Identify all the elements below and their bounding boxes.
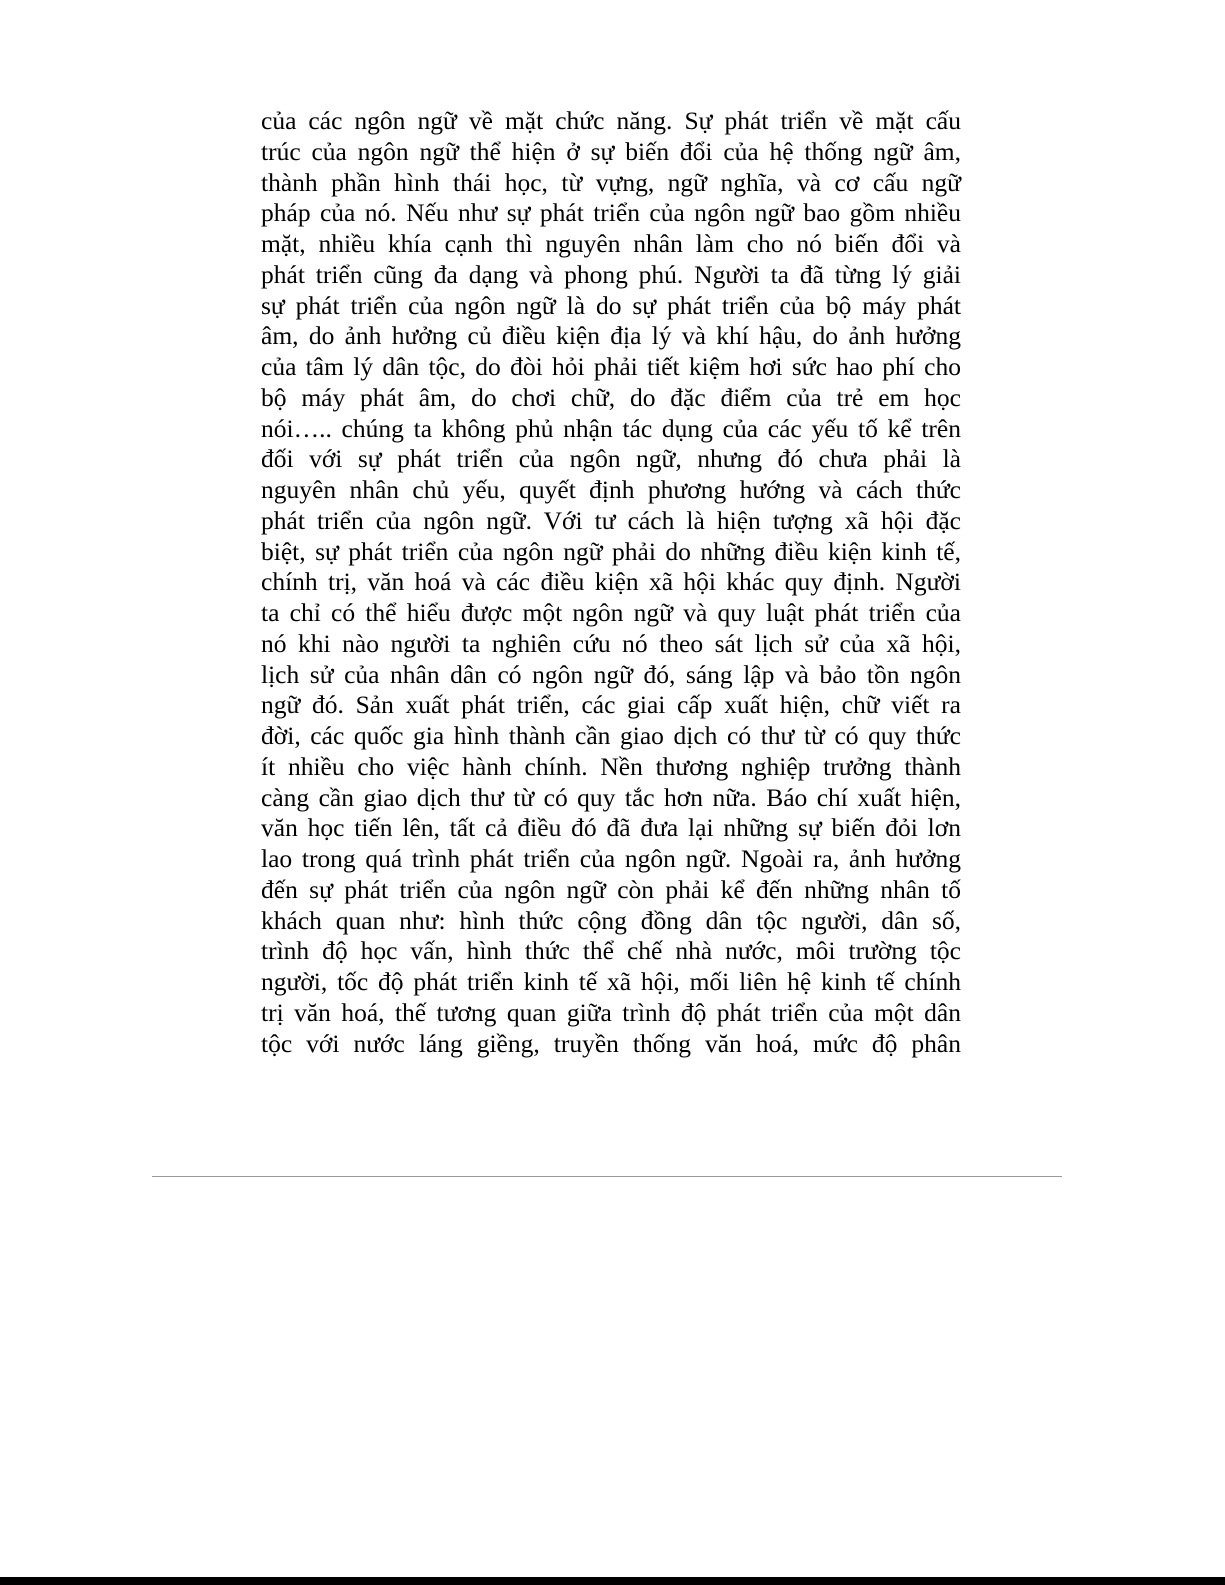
body-paragraph: [261, 106, 961, 1059]
text-line: pháp của nó. Nếu như sự phát triển của ngôn ngữ bao gồm nhiều: [261, 198, 961, 228]
page-bottom-edge: [0, 1577, 1225, 1585]
text-line: phát triển cũng đa dạng và phong phú. Người ta đã từng lý giải: [261, 259, 961, 289]
text-line: trị văn hoá, thế tương quan giữa trình độ phát triển của một dân: [261, 997, 961, 1027]
text-line: của các ngôn ngữ về mặt chức năng. Sự phát triển về mặt cấu: [261, 106, 961, 135]
text-line: ít nhiều cho việc hành chính. Nền thương nghiệp trưởng thành: [261, 751, 961, 781]
text-line: của tâm lý dân tộc, do đòi hỏi phải tiết kiệm hơi sức hao phí cho: [261, 352, 961, 381]
text-line: ngữ đó. Sản xuất phát triển, các giai cấp xuất hiện, chữ viết ra: [261, 690, 961, 720]
text-line: văn học tiến lên, tất cả điều đó đã đưa lại những sự biến đỏi lơn: [261, 813, 961, 843]
text-line: chính trị, văn hoá và các điều kiện xã hội khác quy định. Người: [261, 567, 961, 597]
text-line: lịch sử của nhân dân có ngôn ngữ đó, sáng lập và bảo tồn ngôn: [261, 659, 961, 689]
text-line: khách quan như: hình thức cộng đồng dân tộc người, dân số,: [261, 905, 961, 935]
text-line: âm, do ảnh hưởng củ điều kiện địa lý và khí hậu, do ảnh hưởng: [261, 321, 961, 351]
text-line: mặt, nhiều khía cạnh thì nguyên nhân làm cho nó biến đổi và: [261, 229, 961, 258]
text-line: tộc với nước láng giềng, truyền thống văn hoá, mức độ phân: [261, 1028, 961, 1058]
text-line: biệt, sự phát triển của ngôn ngữ phải do những điều kiện kinh tế,: [261, 536, 961, 566]
text-line: trúc của ngôn ngữ thể hiện ở sự biến đổi của hệ thống ngữ âm,: [261, 136, 961, 166]
text-line: đối với sự phát triển của ngôn ngữ, nhưng đó chưa phải là: [261, 444, 961, 474]
text-line: nguyên nhân chủ yếu, quyết định phương hướng và cách thức: [261, 475, 961, 504]
text-line: thành phần hình thái học, từ vựng, ngữ nghĩa, và cơ cấu ngữ: [261, 167, 961, 197]
text-line: phát triển của ngôn ngữ. Với tư cách là hiện tượng xã hội đặc: [261, 505, 961, 535]
footer-divider: [152, 1176, 1062, 1177]
text-line: người, tốc độ phát triển kinh tế xã hội, mối liên hệ kinh tế chính: [261, 967, 961, 996]
text-line: lao trong quá trình phát triển của ngôn ngữ. Ngoài ra, ảnh hưởng: [261, 844, 961, 873]
text-line: nói….. chúng ta không phủ nhận tác dụng của các yếu tố kể trên: [261, 413, 961, 443]
text-line: bộ máy phát âm, do chơi chữ, do đặc điểm của trẻ em học: [261, 382, 961, 412]
text-line: sự phát triển của ngôn ngữ là do sự phát triển của bộ máy phát: [261, 290, 961, 320]
text-line: đời, các quốc gia hình thành cần giao dịch có thư từ có quy thức: [261, 721, 961, 750]
text-line: trình độ học vấn, hình thức thể chế nhà nước, môi trường tộc: [261, 936, 961, 966]
text-line: nó khi nào người ta nghiên cứu nó theo sát lịch sử của xã hội,: [261, 628, 961, 658]
text-line: càng cần giao dịch thư từ có quy tắc hơn nữa. Báo chí xuất hiện,: [261, 782, 961, 812]
text-line: ta chỉ có thể hiểu được một ngôn ngữ và quy luật phát triển của: [261, 598, 961, 627]
text-line: đến sự phát triển của ngôn ngữ còn phải kể đến những nhân tố: [261, 874, 961, 904]
